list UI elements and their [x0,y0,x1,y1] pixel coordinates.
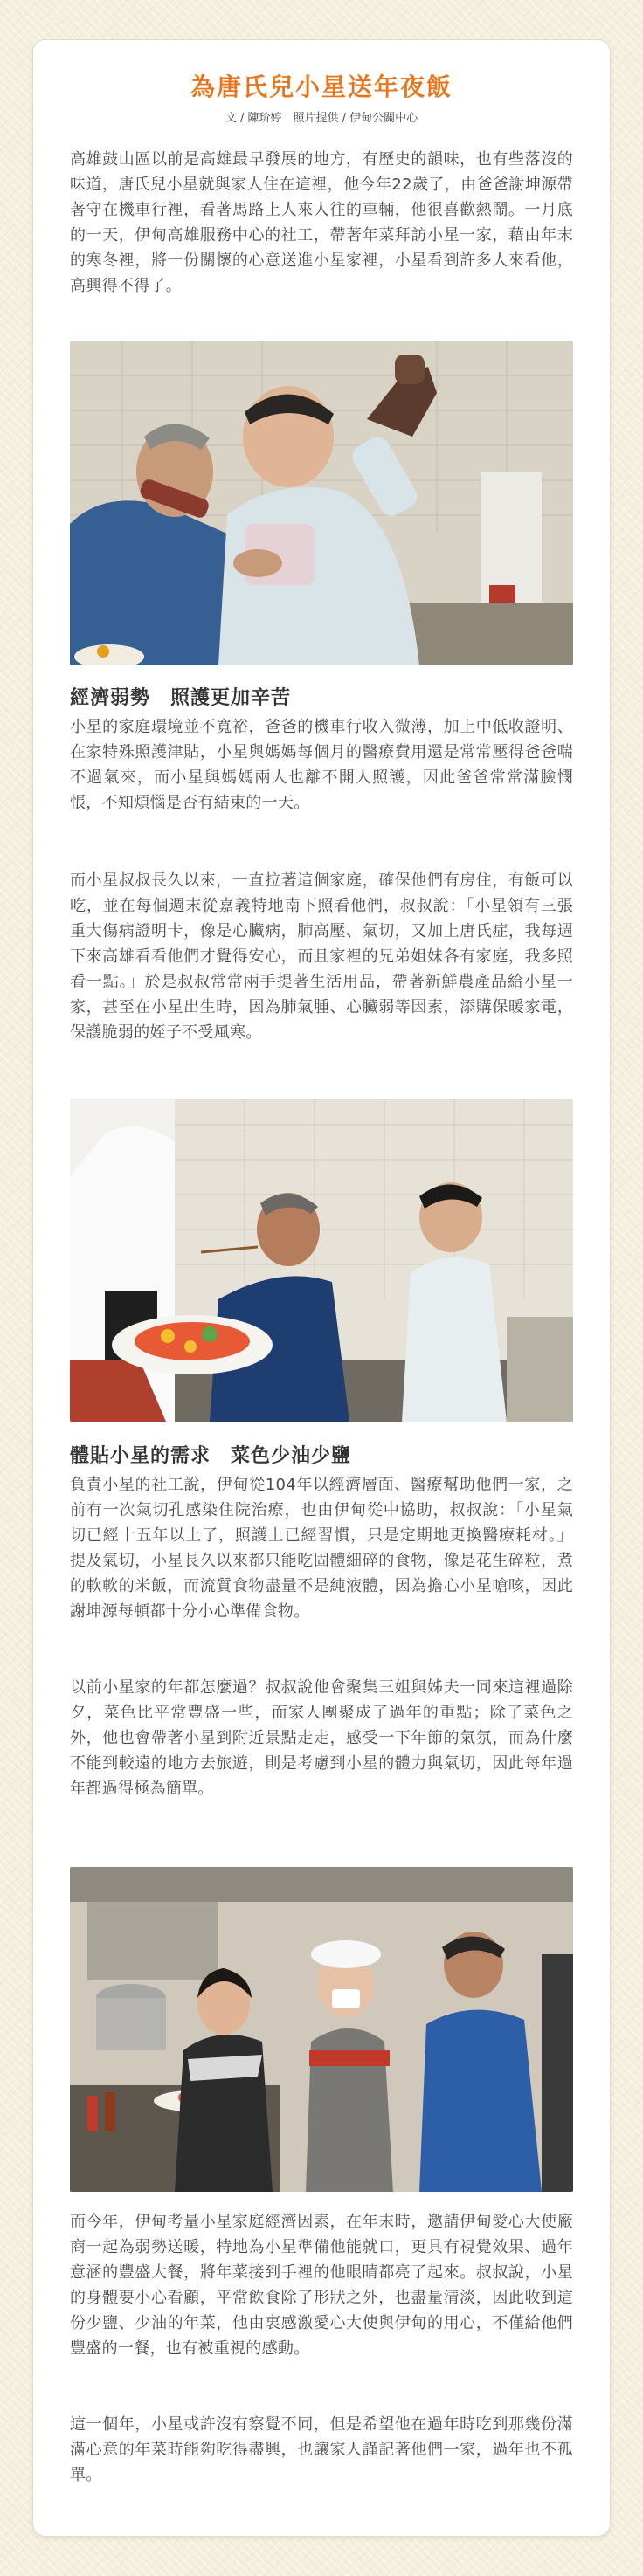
paragraph-family-situation: 小星的家庭環境並不寬裕，爸爸的機車行收入微薄，加上中低收證明、在家特殊照護津貼，小星與媽媽每個月的醫療費用還是常常壓得爸爸喘不過氣來，而小星與媽媽兩人也離不開人照護，因此爸爸常常滿臉憫悵，不知煩惱是否有結束的一天。 [70,718,573,812]
photo-volunteers-cooking [70,1867,573,2192]
photo-father-feeding-son [70,341,573,665]
article-byline: 文 / 陳玠婷 照片提供 / 伊甸公關中心 [225,112,418,125]
article-title: 為唐氏兒小星送年夜飯 [190,72,453,101]
article-card [33,40,610,2536]
heading-low-oil-low-salt: 體貼小星的需求 菜色少油少鹽 [70,1445,352,1467]
paragraph-past-new-year: 以前小星家的年都怎麼過？叔叔說他會聚集三姐與姊夫一同來這裡過除夕，菜色比平常豐盛一些，而家人團聚成了過年的重點；除了菜色之外，他也會帶著小星到附近景點走走，感受一下年節的氣氛，而為什麼不能到較遠的地方去旅遊，則是考慮到小星的體力與氣切，因此每年過年都過得極為簡單。 [70,1678,573,1798]
paragraph-this-year: 而今年，伊甸考量小星家庭經濟因素，在年末時，邀請伊甸愛心大使廠商一起為弱勢送暖，特地為小星準備他能就口，更具有視覺效果、過年意涵的豐盛大餐，將年菜接到手裡的他眼睛都亮了起來。叔叔說，小星的身體要小心看顧，平常飲食除了形狀之外，也盡量清淡，因此收到這份少鹽、少油的年菜，他由衷感激愛心大使與伊甸的用心，不僅給他們豐盛的一餐，也有被重視的感動。 [70,2213,573,2358]
intro-paragraph: 高雄鼓山區以前是高雄最早發展的地方，有歷史的韻味，也有些落沒的味道，唐氏兒小星就與家人住在這裡，他今年22歲了，由爸爸謝坤源帶著守在機車行裡，看著馬路上人來人往的車輛，他很喜歡熱鬧。一月底的一天，伊甸高雄服務中心的社工，帶著年菜拜訪小星一家，藉由年末的寒冬裡，將一份關懷的心意送進小星家裡，小星看到許多人來看他，高興得不得了。 [70,150,573,295]
paragraph-social-worker: 負責小星的社工說，伊甸從104年以經濟層面、醫療幫助他們一家，之前有一次氣切孔感染住院治療，也由伊甸從中協助，叔叔說：「小星氣切已經十五年以上了，照護上已經習慣，只是定期地更換醫療耗材。」提及氣切，小星長久以來都只能吃固體細碎的食物，像是花生碎粒，煮的軟軟的米飯，而流質食物盡量不是純液體，因為擔心小星嗆咳，因此謝坤源每頓都十分小心準備食物。 [70,1476,573,1621]
paragraph-uncle-support: 而小星叔叔長久以來，一直拉著這個家庭，確保他們有房住，有飯可以吃，並在每個週末從嘉義特地南下照看他們，叔叔說：「小星領有三張重大傷病證明卡，像是心臟病，肺高壓、氣切，又加上唐氏症，我每週下來高雄看看他們才覺得安心，而且家裡的兄弟姐妹各有家庭，我多照看一點。」於是叔叔常常兩手提著生活用品，帶著新鮮農產品給小星一家，甚至在小星出生時，因為肺氣腫、心臟弱等因素，添購保暖家電，保護脆弱的姪子不受風寒。 [70,871,573,1042]
photo-tasting-new-year-dish [70,1099,573,1422]
heading-economic-hardship: 經濟弱勢 照護更加辛苦 [70,687,292,709]
paragraph-closing: 這一個年，小星或許沒有察覺不同，但是希望他在過年時吃到那幾份滿滿心意的年菜時能夠吃得盡興，也讓家人謹記著他們一家，過年也不孤單。 [70,2415,573,2484]
